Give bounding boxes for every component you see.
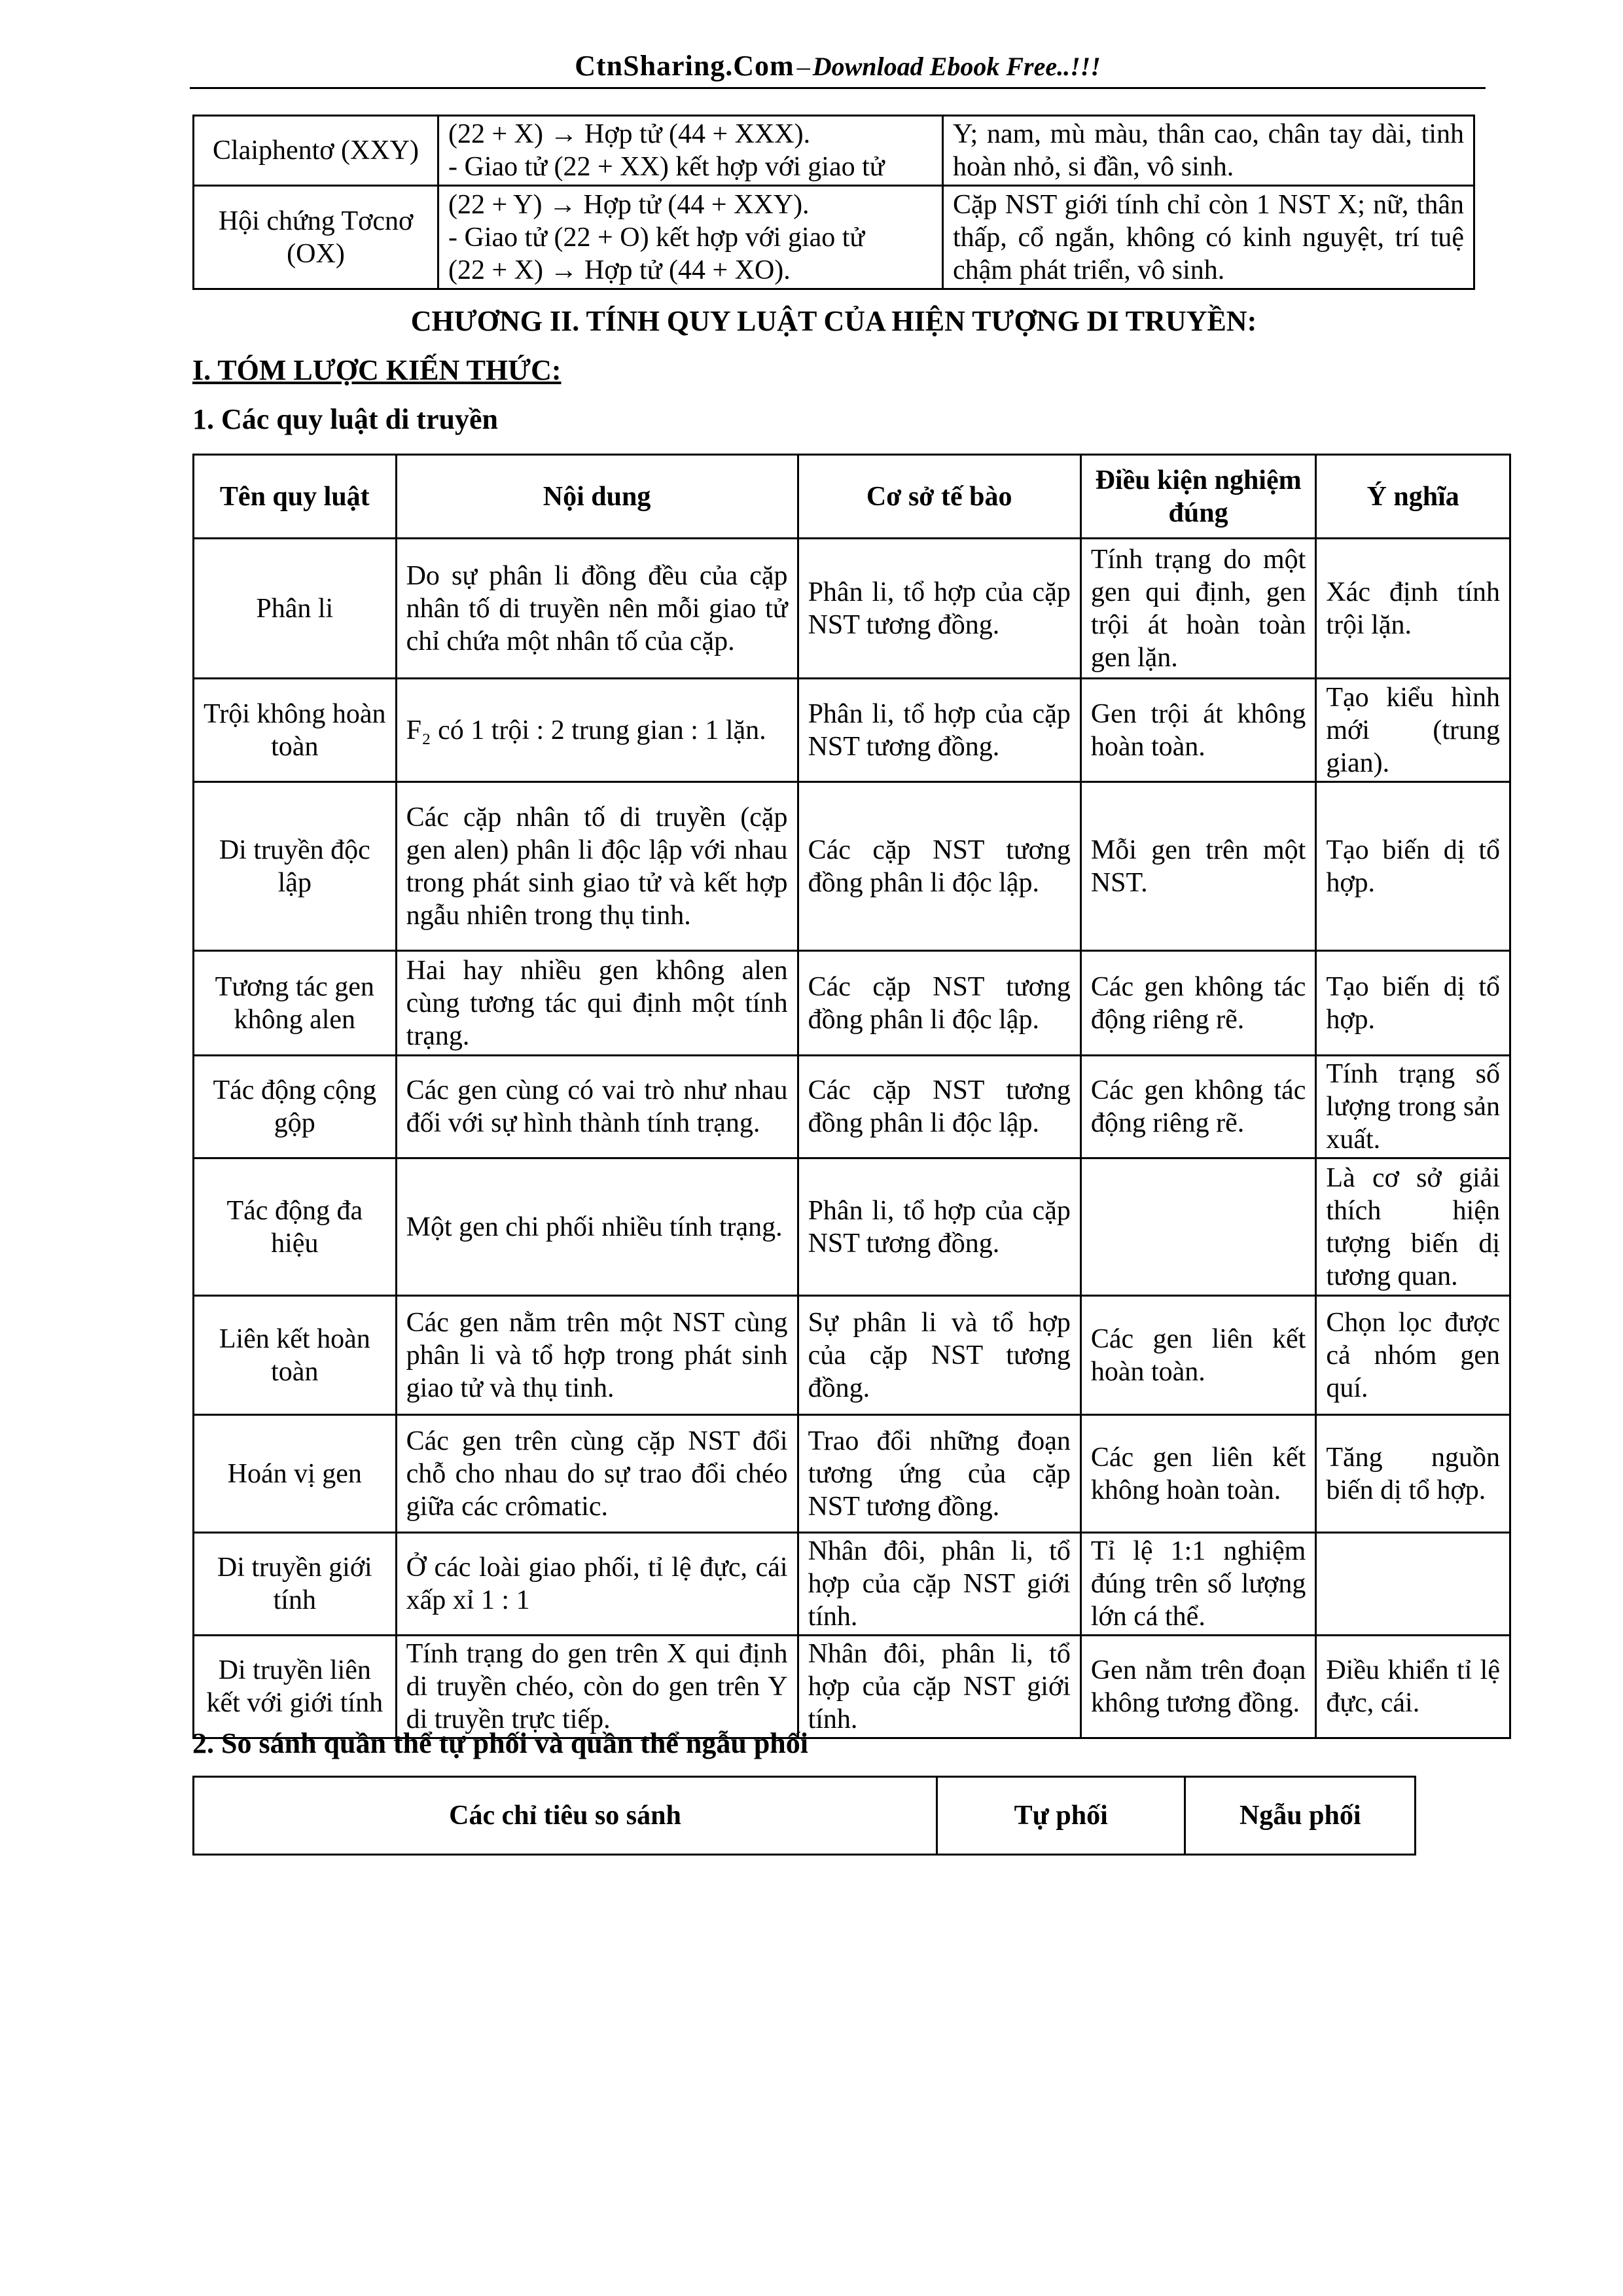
table-header-row: [194, 1777, 1416, 1855]
mechanism-line: (22 + X) → Hợp tử (44 + XO).: [448, 255, 791, 285]
law-condition: Tính trạng do một gen qui định, gen trội át hoàn toàn gen lặn.: [1080, 539, 1316, 679]
law-condition: Các gen liên kết không hoàn toàn.: [1080, 1415, 1316, 1533]
syndrome-features: Cặp NST giới tính chỉ còn 1 NST X; nữ, thân thấp, cổ ngắn, không có kinh nguyệt, trí tuệ chậm phát triển, vô sinh.: [943, 186, 1474, 289]
law-content: Các cặp nhân tố di truyền (cặp gen alen) phân li độc lập với nhau trong phát sinh giao tử và kết hợp ngẫu nhiên trong thụ tinh.: [396, 782, 798, 951]
law-name: Di truyền giới tính: [194, 1533, 397, 1636]
syndrome-table: [192, 115, 1475, 290]
law-name: Trội không hoàn toàn: [194, 679, 397, 782]
law-name: Tác động đa hiệu: [194, 1158, 397, 1296]
column-header: Tự phối: [937, 1777, 1185, 1855]
law-cell-basis: Phân li, tổ hợp của cặp NST tương đồng.: [798, 539, 1080, 679]
column-header: Tên quy luật: [194, 455, 397, 539]
law-condition: Các gen không tác động riêng rẽ.: [1080, 1056, 1316, 1158]
mechanism-line: (22 + Y) → Hợp tử (44 + XXY).: [448, 189, 810, 220]
site-tagline: Download Ebook Free..!!!: [812, 52, 1101, 81]
mechanism-line: (22 + X) → Hợp tử (44 + XXX).: [448, 119, 811, 149]
column-header: Cơ sở tế bào: [798, 455, 1080, 539]
table-row: [194, 1296, 1510, 1415]
header-separator: –: [796, 52, 810, 81]
comparison-title: 2. So sánh quần thể tự phối và quần thể ngẫu phối: [192, 1727, 808, 1759]
table-row: [194, 116, 1474, 186]
law-meaning: Tạo biến dị tổ hợp.: [1316, 951, 1510, 1056]
table-row: [194, 186, 1474, 289]
law-content: Các gen trên cùng cặp NST đổi chỗ cho nhau do sự trao đổi chéo giữa các crômatic.: [396, 1415, 798, 1533]
mechanism-line: - Giao tử (22 + XX) kết hợp với giao tử: [448, 152, 885, 182]
laws-title: 1. Các quy luật di truyền: [192, 403, 498, 435]
mechanism-line: - Giao tử (22 + O) kết hợp với giao tử: [448, 222, 865, 253]
law-name: Tương tác gen không alen: [194, 951, 397, 1056]
law-name: Liên kết hoàn toàn: [194, 1296, 397, 1415]
section-title: I. TÓM LƯỢC KIẾN THỨC:: [192, 354, 562, 386]
law-condition: Các gen không tác động riêng rẽ.: [1080, 951, 1316, 1056]
law-meaning: Tính trạng số lượng trong sản xuất.: [1316, 1056, 1510, 1158]
law-condition: Tỉ lệ 1:1 nghiệm đúng trên số lượng lớn cá thể.: [1080, 1533, 1316, 1636]
column-header: Ngẫu phối: [1185, 1777, 1416, 1855]
column-header: Nội dung: [396, 455, 798, 539]
law-name: Di truyền liên kết với giới tính: [194, 1636, 397, 1738]
table-row: [194, 539, 1510, 679]
law-cell-basis: Trao đổi những đoạn tương ứng của cặp NST tương đồng.: [798, 1415, 1080, 1533]
law-content: Một gen chi phối nhiều tính trạng.: [396, 1158, 798, 1296]
law-name: Tác động cộng gộp: [194, 1056, 397, 1158]
law-name: Phân li: [194, 539, 397, 679]
law-meaning: Tạo kiểu hình mới (trung gian).: [1316, 679, 1510, 782]
syndrome-mechanism: [438, 186, 943, 289]
law-content: Ở các loài giao phối, tỉ lệ đực, cái xấp xỉ 1 : 1: [396, 1533, 798, 1636]
table-row: [194, 1056, 1510, 1158]
law-meaning: Chọn lọc được cả nhóm gen quí.: [1316, 1296, 1510, 1415]
table-row: [194, 1415, 1510, 1533]
law-meaning: [1316, 1533, 1510, 1636]
table-row: [194, 1533, 1510, 1636]
law-content: Các gen cùng có vai trò như nhau đối với sự hình thành tính trạng.: [396, 1056, 798, 1158]
chapter-title: CHƯƠNG II. TÍNH QUY LUẬT CỦA HIỆN TƯỢNG DI TRUYỀN:: [410, 305, 1257, 337]
site-brand: CtnSharing.Com: [575, 50, 794, 82]
table-row: [194, 1636, 1510, 1738]
law-cell-basis: Các cặp NST tương đồng phân li độc lập.: [798, 782, 1080, 951]
law-cell-basis: Phân li, tổ hợp của cặp NST tương đồng.: [798, 1158, 1080, 1296]
law-cell-basis: Các cặp NST tương đồng phân li độc lập.: [798, 1056, 1080, 1158]
column-header: Các chỉ tiêu so sánh: [194, 1777, 937, 1855]
law-name: Hoán vị gen: [194, 1415, 397, 1533]
law-cell-basis: Nhân đôi, phân li, tổ hợp của cặp NST giới tính.: [798, 1533, 1080, 1636]
table-row: [194, 679, 1510, 782]
law-name: Di truyền độc lập: [194, 782, 397, 951]
law-condition: Mỗi gen trên một NST.: [1080, 782, 1316, 951]
comparison-table: [192, 1776, 1416, 1856]
law-condition: Gen nằm trên đoạn không tương đồng.: [1080, 1636, 1316, 1738]
law-condition: Gen trội át không hoàn toàn.: [1080, 679, 1316, 782]
law-condition: Các gen liên kết hoàn toàn.: [1080, 1296, 1316, 1415]
law-meaning: Xác định tính trội lặn.: [1316, 539, 1510, 679]
law-content: Các gen nằm trên một NST cùng phân li và tổ hợp trong phát sinh giao tử và thụ tinh.: [396, 1296, 798, 1415]
law-cell-basis: Phân li, tổ hợp của cặp NST tương đồng.: [798, 679, 1080, 782]
syndrome-features: Y; nam, mù màu, thân cao, chân tay dài, tinh hoàn nhỏ, si đần, vô sinh.: [943, 116, 1474, 186]
law-meaning: Là cơ sở giải thích hiện tượng biến dị tương quan.: [1316, 1158, 1510, 1296]
syndrome-name: Hội chứng Tơcnơ (OX): [194, 186, 438, 289]
law-content: Hai hay nhiều gen không alen cùng tương tác qui định một tính trạng.: [396, 951, 798, 1056]
page-header: [190, 49, 1486, 89]
table-row: [194, 1158, 1510, 1296]
law-cell-basis: Các cặp NST tương đồng phân li độc lập.: [798, 951, 1080, 1056]
table-header-row: [194, 455, 1510, 539]
syndrome-mechanism: [438, 116, 943, 186]
column-header: Điều kiện nghiệm đúng: [1080, 455, 1316, 539]
law-cell-basis: Sự phân li và tổ hợp của cặp NST tương đồng.: [798, 1296, 1080, 1415]
law-content: Do sự phân li đồng đều của cặp nhân tố di truyền nên mỗi giao tử chỉ chứa một nhân tố của cặp.: [396, 539, 798, 679]
column-header: Ý nghĩa: [1316, 455, 1510, 539]
law-content: Tính trạng do gen trên X qui định di truyền chéo, còn do gen trên Y di truyền trực tiếp.: [396, 1636, 798, 1738]
laws-table: [192, 454, 1511, 1739]
syndrome-name: Claiphentơ (XXY): [194, 116, 438, 186]
law-meaning: Tăng nguồn biến dị tổ hợp.: [1316, 1415, 1510, 1533]
law-condition: [1080, 1158, 1316, 1296]
law-content: F₂ có 1 trội : 2 trung gian : 1 lặn.: [396, 679, 798, 782]
table-row: [194, 782, 1510, 951]
law-meaning: Điều khiển tỉ lệ đực, cái.: [1316, 1636, 1510, 1738]
law-cell-basis: Nhân đôi, phân li, tổ hợp của cặp NST giới tính.: [798, 1636, 1080, 1738]
table-row: [194, 951, 1510, 1056]
law-meaning: Tạo biến dị tổ hợp.: [1316, 782, 1510, 951]
